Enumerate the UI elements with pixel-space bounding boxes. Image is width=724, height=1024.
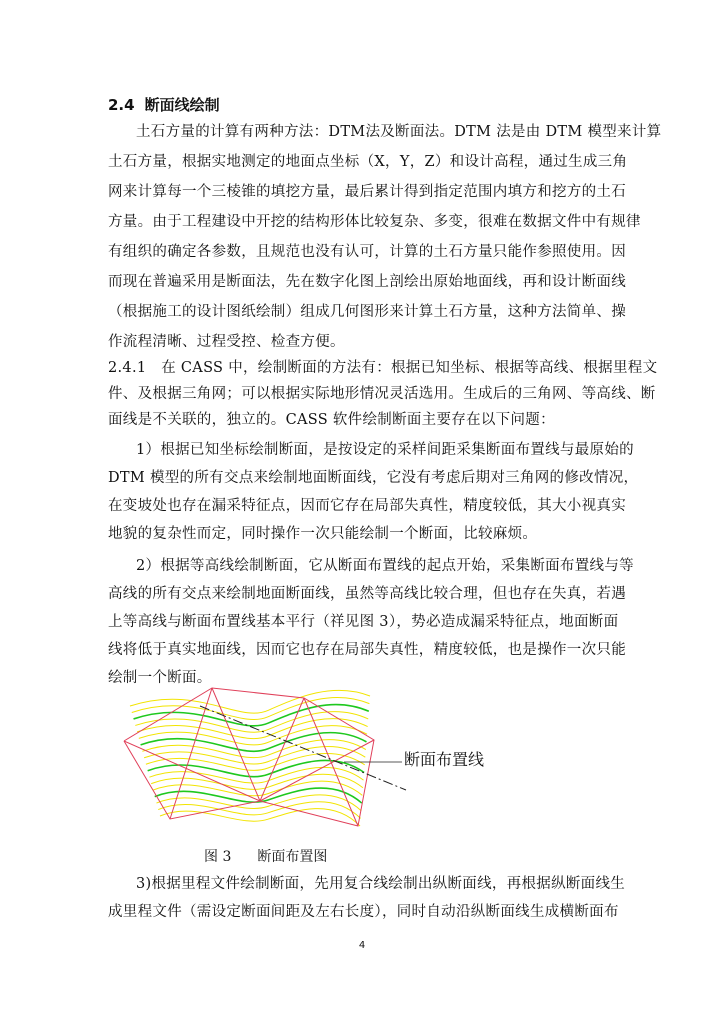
paragraph-line: 高线的所有交点来绘制地面断面线，虽然等高线比较合理，但也存在失真，若遇 [108,586,626,602]
paragraph-line: （根据施工的设计图纸绘制）组成几何图形来计算土石方量，这种方法简单、操 [108,304,626,320]
contour-line [142,740,366,758]
paragraph-line: 方量。由于工程建设中开挖的结构形体比较复杂、多变，很难在数据文件中有规律 [108,214,641,230]
contour-line [130,690,370,713]
paragraph-line: 绘制一个断面。 [108,670,212,686]
section-heading [108,94,230,115]
paragraph-line: 上等高线与断面布置线基本平行（祥见图 3），势必造成漏采特征点，地面断面 [108,614,619,630]
paragraph-line: 面线是不关联的，独立的。CASS 软件绘制断面主要存在以下问题： [108,412,555,428]
page-number: 4 [358,940,366,951]
contour-line [160,809,360,826]
figure-number: 图 3 [204,849,232,865]
section-layout-figure [108,676,628,846]
paragraph-line: 件、及根据三角网；可以根据实际地形情况灵活选用。生成后的三角网、等高线、断 [108,386,656,402]
contour-line [139,726,367,745]
paragraph-line: 土石方量，根据实地测定的地面点坐标（X，Y，Z）和设计高程，通过生成三角 [108,154,628,170]
section-line-label: 断面布置线 [404,752,485,769]
paragraph-line: 而现在普遍采用是断面法，先在数字化图上剖绘出原始地面线，再和设计断面线 [108,274,626,290]
paragraph-line: 作流程清晰、过程受控、检查方便。 [108,334,345,350]
paragraph-line: 成里程文件（需设定断面间距及左右长度），同时自动沿纵断面线生成横断面布 [108,904,619,920]
contour-lines [130,690,370,826]
triangle-edge [170,688,212,819]
figure-title: 断面布置图 [257,849,328,865]
paragraph-line: 线将低于真实地面线，因而它也存在局部失真性，精度较低，也是操作一次只能 [108,642,626,658]
contour-line [137,719,368,739]
paragraph-line: 1）根据已知坐标绘制断面，是按设定的采样间距采集断面布置线与最原始的 [136,442,634,458]
paragraph-line: 在变坡处也存在漏采特征点，因而它存在局部失真性，精度较低，其大小视真实 [108,498,626,514]
paragraph-line: DTM 模型的所有交点来绘制地面断面线，它没有考虑后期对三角网的修改情况， [108,470,639,486]
paragraph-line: 网来计算每一个三棱锥的填挖方量，最后累计得到指定范围内填方和挖方的土石 [108,184,626,200]
figure-caption [204,846,327,866]
paragraph-line: 2）根据等高线绘制断面，它从断面布置线的起点开始，采集断面布置线与等 [136,558,634,574]
section-title: 断面线绘制 [144,96,220,114]
paragraph-line: 土石方量的计算有两种方法：DTM法及断面法。DTM 法是由 DTM 模型来计算 [136,124,662,140]
contour-line [135,712,368,733]
paragraph-line: 2.4.1 在 CASS 中，绘制断面的方法有：根据已知坐标、根据等高线、根据里程文 [108,360,658,376]
paragraph-line: 3)根据里程文件绘制断面，先用复合线绘制出纵断面线，再根据纵断面线生 [136,876,626,892]
contour-line [141,733,367,752]
paragraph-line: 地貌的复杂性而定，同时操作一次只能绘制一个断面，比较麻烦。 [108,526,538,542]
paragraph-line: 有组织的确定各参数，且规范也没有认可，计算的土石方量只能作参照使用。因 [108,244,626,260]
section-number: 2.4 [108,96,135,114]
